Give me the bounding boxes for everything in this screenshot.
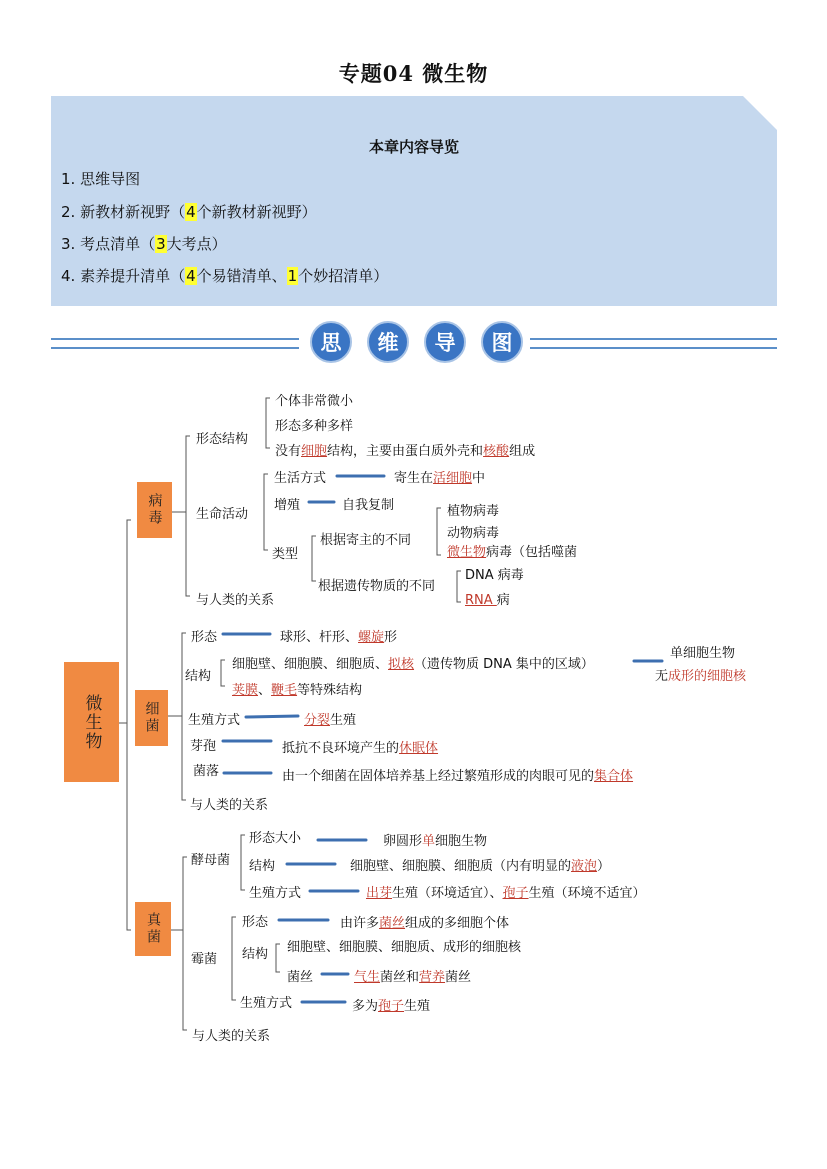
bacteria-spore-label: 芽孢 [190,739,217,754]
mold-shape-value: 由许多菌丝组成的多细胞个体 [340,916,510,931]
virus-structure-label: 形态结构 [196,432,249,447]
virus-node: 病毒 [137,482,172,538]
virus-structure-item: 个体非常微小 [275,394,354,409]
bacteria-shape-label: 形态 [191,630,218,645]
mold-label: 霉菌 [191,952,218,967]
bacteria-side-note: 单细胞生物 [670,646,736,661]
overview-item: 2. 新教材新视野（4个新教材新视野） [61,203,317,221]
virus-genetic-item: DNA 病毒 [465,568,524,583]
bacteria-shape-value: 球形、杆形、螺旋形 [280,630,398,645]
bacteria-relation-label: 与人类的关系 [190,798,269,813]
bacteria-side-note: 无成形的细胞核 [655,669,747,684]
fungi-node: 真菌 [135,902,171,956]
virus-relation-label: 与人类的关系 [196,593,275,608]
overview-item: 1. 思维导图 [61,170,141,188]
virus-host-item: 植物病毒 [447,504,500,519]
virus-structure-item: 没有细胞结构，主要由蛋白质外壳和核酸组成 [275,444,536,459]
yeast-size-value: 卵圆形单细胞生物 [383,834,488,849]
virus-type-label: 类型 [272,547,299,562]
bacteria-spore-value: 抵抗不良环境产生的休眠体 [282,741,439,756]
bacteria-colony-value: 由一个细菌在固体培养基上经过繁殖形成的肉眼可见的集合体 [282,769,634,784]
mold-repro-label: 生殖方式 [240,996,293,1011]
banner-char: 维 [367,321,409,363]
mold-structure-label: 结构 [242,947,269,962]
overview-item: 4. 素养提升清单（4个易错清单、1个妙招清单） [61,267,389,285]
overview-item: 3. 考点清单（3大考点） [61,235,227,253]
virus-genetic-label: 根据遗传物质的不同 [318,579,436,594]
bacteria-structure-item: 细胞壁、细胞膜、细胞质、拟核（遗传物质 DNA 集中的区域） [232,657,594,672]
virus-mode-value: 寄生在活细胞中 [394,471,486,486]
virus-repro-label: 增殖 [274,498,301,513]
bacteria-repro-value: 分裂生殖 [304,713,357,728]
bacteria-structure-label: 结构 [185,669,212,684]
virus-mode-label: 生活方式 [274,471,327,486]
fungi-relation-label: 与人类的关系 [192,1029,271,1044]
yeast-label: 酵母菌 [191,853,231,868]
mold-structure-value: 细胞壁、细胞膜、细胞质、成形的细胞核 [287,940,522,955]
page-title: 专题04 微生物 [338,61,489,86]
virus-host-label: 根据寄主的不同 [320,533,412,548]
mold-hypha-value: 气生菌丝和营养菌丝 [354,970,472,985]
yeast-structure-value: 细胞壁、细胞膜、细胞质（内有明显的液泡） [350,859,611,874]
banner-char: 图 [481,321,523,363]
virus-life-label: 生命活动 [196,507,249,522]
bacteria-repro-label: 生殖方式 [188,713,241,728]
virus-genetic-item: RNA 病 [465,593,510,608]
virus-structure-item: 形态多种多样 [275,419,354,434]
root-node: 微生物 [64,662,119,782]
bacteria-structure-item: 荚膜、鞭毛等特殊结构 [232,683,363,698]
banner-char: 思 [310,321,352,363]
yeast-repro-label: 生殖方式 [249,886,302,901]
yeast-size-label: 形态大小 [249,831,302,846]
bacteria-colony-label: 菌落 [193,764,220,779]
overview-heading: 本章内容导览 [368,138,459,156]
virus-host-item: 微生物病毒（包括噬菌 [447,545,578,560]
banner-char: 导 [424,321,466,363]
yeast-structure-label: 结构 [249,859,276,874]
yeast-repro-value: 出芽生殖（环境适宜）、孢子生殖（环境不适宜） [366,886,646,901]
mold-hypha-label: 菌丝 [287,970,314,985]
virus-host-item: 动物病毒 [447,526,500,541]
mold-shape-label: 形态 [242,915,269,930]
bacteria-node: 细菌 [135,690,168,746]
mold-repro-value: 多为孢子生殖 [352,999,431,1014]
virus-repro-value: 自我复制 [342,498,395,513]
